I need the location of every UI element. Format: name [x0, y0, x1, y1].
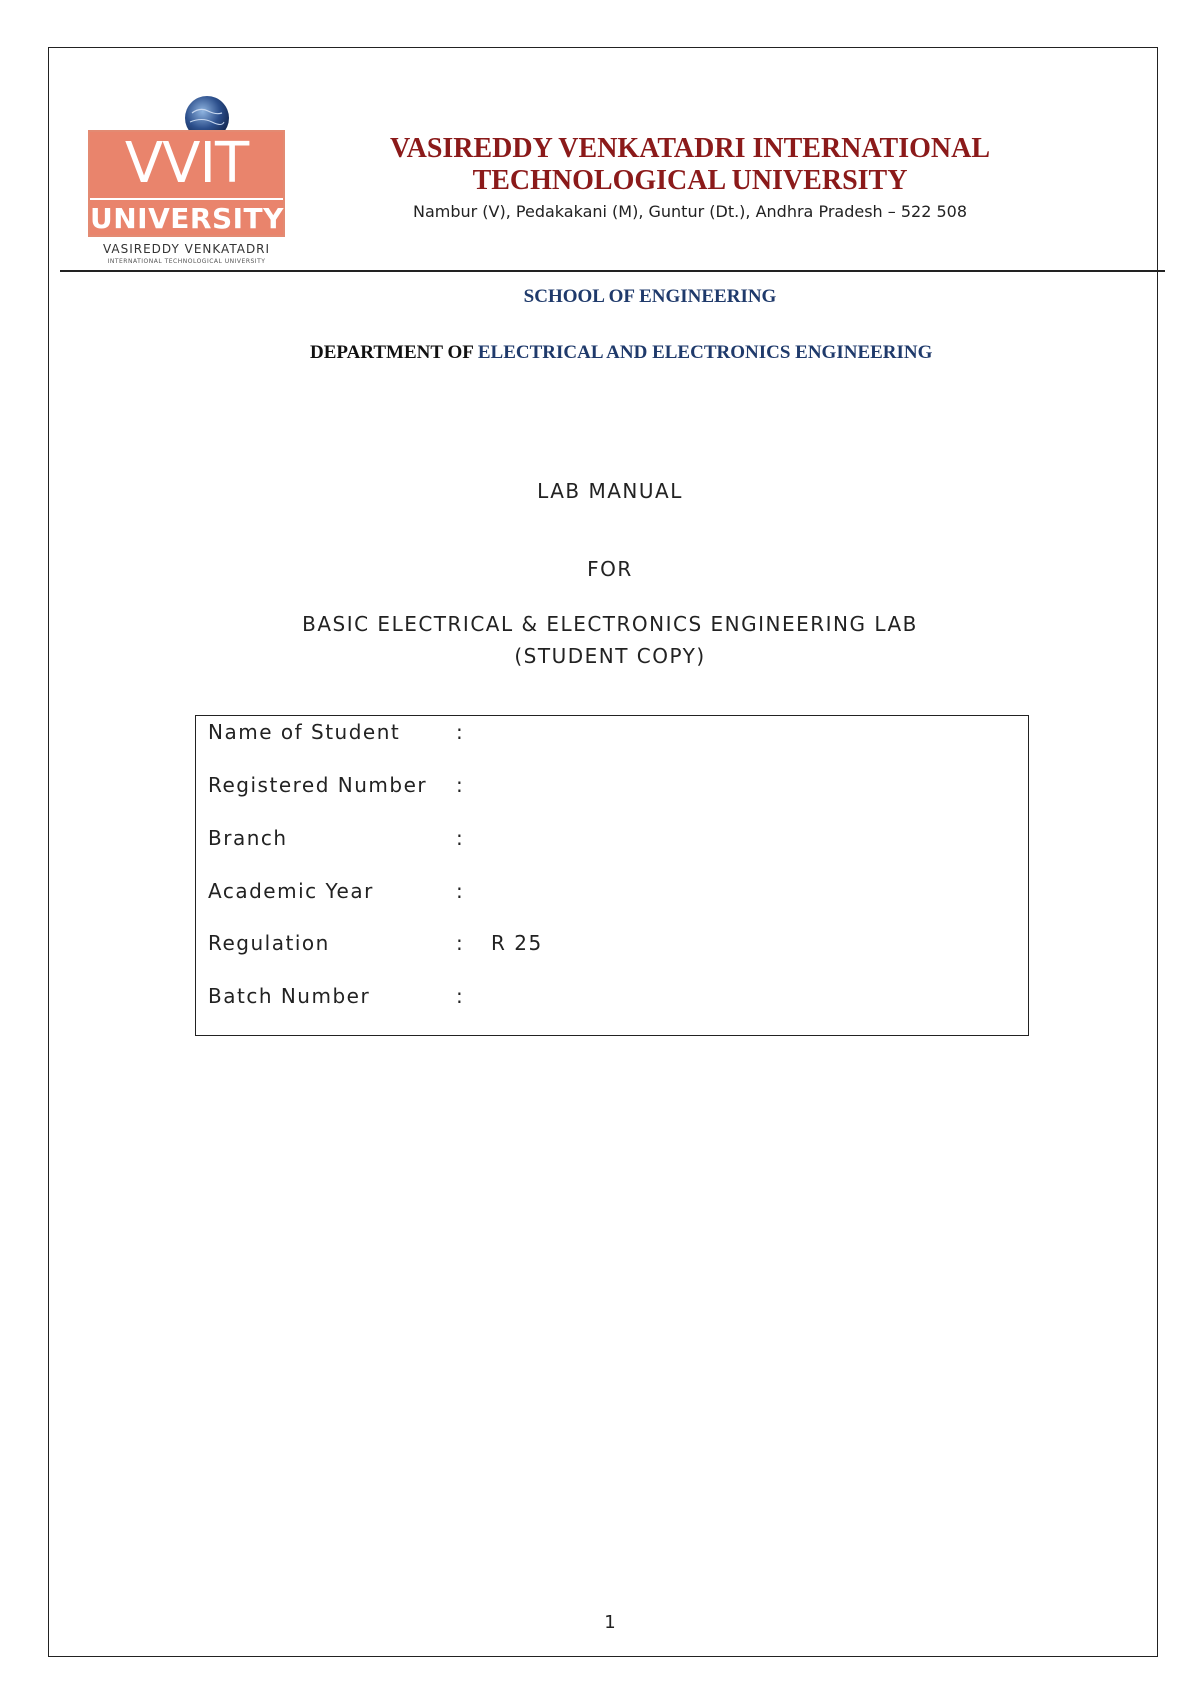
university-logo	[88, 95, 285, 267]
page-number: 1	[604, 1612, 616, 1633]
title-course: BASIC ELECTRICAL & ELECTRONICS ENGINEERING LAB	[302, 612, 918, 636]
logo-text: VVIT	[124, 131, 249, 196]
info-colon: :	[456, 879, 465, 903]
university-name	[340, 133, 1040, 197]
logo-subtitle: VASIREDDY VENKATADRI	[102, 242, 271, 256]
university-name-line1: VASIREDDY VENKATADRI INTERNATIONAL	[389, 133, 991, 164]
info-colon: :	[456, 720, 465, 744]
info-label: Batch Number	[208, 984, 371, 1008]
header-divider	[60, 270, 1165, 272]
department-heading	[310, 342, 1110, 364]
info-colon: :	[456, 826, 465, 850]
logo-subtitle-small: INTERNATIONAL TECHNOLOGICAL UNIVERSITY	[107, 258, 266, 265]
logo-university-text: UNIVERSITY	[90, 202, 284, 235]
title-for: FOR	[587, 557, 633, 581]
info-colon: :	[456, 773, 465, 797]
info-label: Regulation	[208, 931, 330, 955]
info-value[interactable]: R 25	[491, 931, 543, 955]
info-colon: :	[456, 931, 465, 955]
title-lab-manual: LAB MANUAL	[537, 479, 683, 503]
school-heading: SCHOOL OF ENGINEERING	[523, 286, 777, 307]
info-label: Branch	[208, 826, 288, 850]
logo-divider	[90, 198, 283, 200]
department-prefix: DEPARTMENT OF	[310, 342, 478, 363]
department-name: ELECTRICAL AND ELECTRONICS ENGINEERING	[477, 342, 933, 363]
logo-box	[88, 130, 285, 237]
info-label: Name of Student	[208, 720, 401, 744]
info-label: Academic Year	[208, 879, 374, 903]
title-student-copy: (STUDENT COPY)	[514, 644, 706, 668]
info-label: Registered Number	[208, 773, 428, 797]
info-colon: :	[456, 984, 465, 1008]
student-info-box	[195, 715, 1029, 1036]
university-name-line2: TECHNOLOGICAL UNIVERSITY	[472, 165, 908, 196]
university-address: Nambur (V), Pedakakani (M), Guntur (Dt.), Andhra Pradesh – 522 508	[412, 202, 968, 221]
